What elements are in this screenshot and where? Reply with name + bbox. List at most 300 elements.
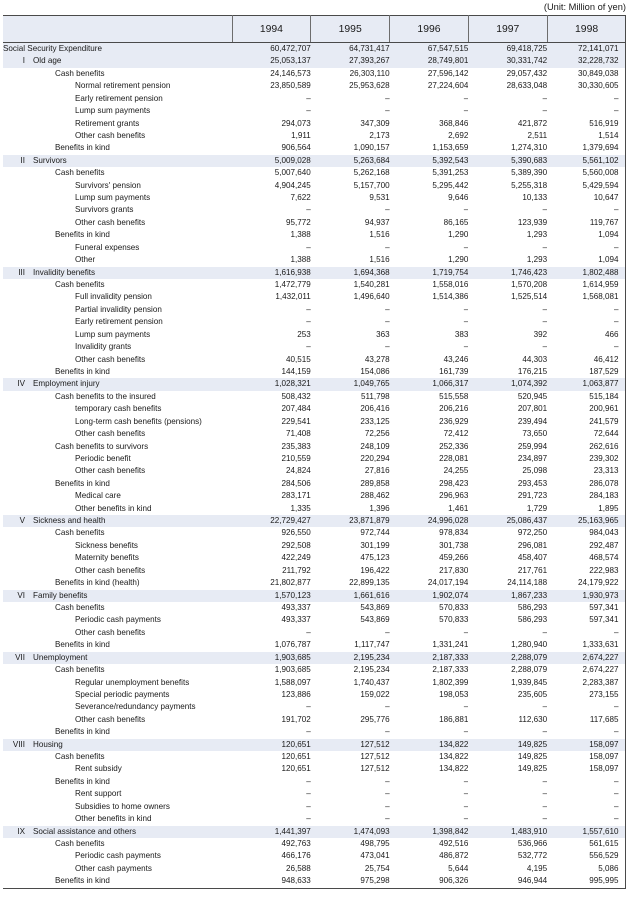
- value-cell-1998: 1,063,877: [547, 378, 626, 390]
- value-cell-1997: 234,897: [517, 453, 548, 463]
- value-cell-1998: 2,674,227: [547, 652, 626, 664]
- value-cell-1998: 995,995: [547, 875, 626, 888]
- table-row: [3, 552, 626, 564]
- table-row: [3, 142, 626, 154]
- value-cell-1994: 492,763: [281, 839, 311, 848]
- value-cell-1994: 1,388: [290, 255, 311, 265]
- value-cell-1996: –: [463, 342, 469, 352]
- value-cell-1997: 2,511: [527, 130, 548, 140]
- row-label-text: Other cash benefits: [75, 565, 146, 575]
- row-label-text: Periodic cash payments: [75, 851, 161, 861]
- value-cell-1994: –: [306, 317, 311, 327]
- value-cell-1998: 1,568,081: [547, 291, 626, 303]
- table-row: [3, 441, 626, 453]
- value-cell-1995: 5,262,168: [353, 168, 390, 178]
- row-label-text: Benefits in kind: [55, 776, 110, 786]
- value-cell-1994: 422,249: [281, 553, 311, 563]
- value-cell-1997: 1,280,940: [511, 640, 548, 650]
- value-cell-1998: 10,647: [547, 192, 626, 204]
- row-label-text: Unemployment: [33, 652, 88, 662]
- value-cell-1996: –: [463, 776, 469, 786]
- table-row: [3, 229, 626, 241]
- value-cell-1994: 1,616,938: [232, 267, 311, 279]
- value-cell-1998: 284,183: [547, 490, 626, 502]
- row-label-text: Other cash benefits: [75, 217, 146, 227]
- value-cell-1995: 23,871,879: [311, 515, 390, 527]
- value-cell-1997: –: [542, 727, 548, 737]
- value-cell-1997: –: [542, 789, 548, 799]
- value-cell-1994: –: [306, 727, 311, 737]
- row-label-cell: [3, 701, 232, 713]
- row-label-text: Regular unemployment benefits: [75, 677, 190, 687]
- value-cell-1994: 40,515: [286, 354, 311, 364]
- table-row: [3, 714, 626, 726]
- value-cell-1997: –: [542, 106, 548, 116]
- row-label-cell: [3, 726, 232, 738]
- table-row: [3, 863, 626, 875]
- value-cell-1998: 5,086: [547, 863, 626, 875]
- row-label-text: Severance/redundancy payments: [75, 702, 196, 712]
- value-cell-1997: 176,215: [517, 366, 548, 376]
- value-cell-1996: 1,153,659: [432, 143, 469, 153]
- value-cell-1994: 284,506: [281, 478, 311, 488]
- value-cell-1994: 25,053,137: [232, 55, 311, 67]
- value-cell-1995: 363: [376, 329, 390, 339]
- value-cell-1997: –: [542, 342, 548, 352]
- value-cell-1996: 134,822: [439, 764, 469, 774]
- row-label-text: Benefits in kind: [55, 727, 110, 737]
- value-cell-1997: 586,293: [517, 615, 548, 625]
- value-cell-1997: 532,772: [517, 851, 548, 861]
- row-label-text: Benefits in kind: [55, 876, 110, 886]
- table-row: [3, 118, 626, 130]
- row-label-cell: [3, 664, 232, 676]
- value-cell-1994: –: [306, 801, 311, 811]
- value-cell-1994: 120,651: [281, 752, 311, 762]
- value-cell-1994: 1,472,779: [274, 280, 311, 290]
- row-roman-numeral: I: [22, 56, 25, 66]
- table-row: [3, 602, 626, 614]
- value-cell-1998: 5,560,008: [547, 167, 626, 179]
- row-label-text: Other cash benefits: [75, 429, 146, 439]
- value-cell-1997: 458,407: [517, 553, 548, 563]
- row-label-cell: [3, 602, 232, 614]
- table-row: [3, 515, 626, 527]
- value-cell-1998: 158,097: [547, 763, 626, 775]
- value-cell-1998: 262,616: [547, 441, 626, 453]
- row-label-cell: [3, 540, 232, 552]
- row-label-cell: [3, 875, 232, 888]
- value-cell-1996: 301,738: [439, 540, 469, 550]
- column-header-year-1994: 1994: [232, 16, 311, 43]
- row-label-cell: [3, 316, 232, 328]
- value-cell-1997: 1,483,910: [468, 826, 547, 838]
- value-cell-1997: 149,825: [517, 764, 548, 774]
- value-cell-1998: –: [547, 93, 626, 105]
- value-cell-1997: 296,081: [517, 540, 548, 550]
- value-cell-1995: 498,795: [360, 839, 390, 848]
- value-cell-1998: 158,097: [547, 739, 626, 751]
- value-cell-1998: –: [547, 304, 626, 316]
- value-cell-1996: 1,514,386: [432, 292, 469, 302]
- value-cell-1996: 217,830: [439, 565, 469, 575]
- value-cell-1997: –: [542, 304, 548, 314]
- row-label-text: Other cash benefits: [75, 354, 146, 364]
- table-row: [3, 93, 626, 105]
- table-row: [3, 416, 626, 428]
- value-cell-1996: 1,398,842: [390, 826, 469, 838]
- value-cell-1995: 2,173: [369, 130, 390, 140]
- row-label-cell: [3, 565, 232, 577]
- value-cell-1997: 73,650: [522, 429, 548, 439]
- table-row: [3, 217, 626, 229]
- row-label-text: temporary cash benefits: [75, 404, 162, 414]
- value-cell-1996: –: [463, 627, 469, 637]
- value-cell-1995: 975,298: [311, 875, 390, 888]
- value-cell-1996: –: [463, 242, 469, 252]
- value-cell-1996: –: [463, 789, 469, 799]
- value-cell-1998: –: [547, 701, 626, 713]
- value-cell-1998: 117,685: [547, 714, 626, 726]
- value-cell-1994: –: [306, 814, 311, 824]
- row-label-text: Sickness and health: [33, 516, 106, 526]
- value-cell-1998: 273,155: [547, 689, 626, 701]
- value-cell-1996: 27,596,142: [427, 68, 469, 78]
- column-header-label: [3, 16, 232, 43]
- value-cell-1995: 295,776: [360, 714, 390, 724]
- table-row: [3, 639, 626, 651]
- table-row: [3, 192, 626, 204]
- value-cell-1998: 30,849,038: [547, 68, 626, 80]
- value-cell-1996: 86,165: [443, 217, 469, 227]
- value-cell-1998: 23,313: [547, 465, 626, 477]
- value-cell-1995: 196,422: [360, 565, 390, 575]
- row-label-text: Cash benefits: [55, 168, 105, 178]
- value-cell-1994: 210,559: [281, 453, 311, 463]
- value-cell-1996: 236,929: [439, 416, 469, 426]
- value-cell-1994: 253: [297, 329, 311, 339]
- value-cell-1995: 27,393,267: [311, 55, 390, 67]
- value-cell-1994: 283,171: [281, 491, 311, 501]
- value-cell-1994: 926,550: [281, 528, 311, 538]
- value-cell-1996: 134,822: [439, 752, 469, 762]
- value-cell-1998: –: [547, 316, 626, 328]
- row-label-cell: [3, 739, 232, 751]
- row-label-cell: [3, 590, 232, 602]
- value-cell-1998: 200,961: [547, 403, 626, 415]
- value-cell-1997: 392: [533, 329, 548, 339]
- table-row: [3, 527, 626, 539]
- value-cell-1995: –: [385, 317, 390, 327]
- value-cell-1997: 520,945: [517, 391, 548, 401]
- row-label-cell: [3, 751, 232, 763]
- value-cell-1998: 72,141,071: [547, 43, 626, 56]
- value-cell-1996: 24,996,028: [390, 515, 469, 527]
- row-label-text: Lump sum payments: [75, 106, 151, 116]
- row-label-text: Maternity benefits: [75, 553, 139, 563]
- value-cell-1995: 26,303,110: [349, 68, 390, 78]
- value-cell-1994: 1,588,097: [274, 677, 311, 687]
- value-cell-1994: 23,850,589: [270, 81, 311, 91]
- value-cell-1996: 5,391,253: [432, 168, 469, 178]
- value-cell-1998: 46,412: [547, 354, 626, 366]
- value-cell-1995: 1,540,281: [353, 280, 390, 290]
- value-cell-1997: 2,288,079: [511, 665, 548, 675]
- row-label-text: Cash benefits to the insured: [55, 391, 156, 401]
- unit-note: (Unit: Million of yen): [543, 2, 626, 12]
- row-label-cell: [3, 428, 232, 440]
- value-cell-1997: –: [542, 776, 548, 786]
- value-cell-1998: 222,983: [547, 565, 626, 577]
- value-cell-1995: 5,263,684: [311, 155, 390, 167]
- value-cell-1996: –: [463, 106, 469, 116]
- value-cell-1996: 492,516: [439, 839, 469, 848]
- table-row: [3, 167, 626, 179]
- value-cell-1996: 1,902,074: [390, 590, 469, 602]
- row-label-cell: [3, 192, 232, 204]
- value-cell-1997: 10,133: [522, 193, 548, 203]
- table-row: [3, 801, 626, 813]
- value-cell-1994: 1,432,011: [275, 292, 311, 302]
- value-cell-1996: –: [463, 702, 469, 712]
- row-label-cell: [3, 391, 232, 403]
- row-label-text: Survivors' pension: [75, 180, 141, 190]
- value-cell-1998: 119,767: [547, 217, 626, 229]
- value-cell-1997: 235,605: [517, 689, 548, 699]
- value-cell-1994: 292,508: [281, 540, 311, 550]
- value-cell-1995: 1,496,640: [353, 292, 390, 302]
- row-label-cell: [3, 863, 232, 875]
- row-label-text: Other cash payments: [75, 863, 152, 873]
- value-cell-1995: 1,090,157: [353, 143, 390, 153]
- value-cell-1998: 24,179,922: [547, 577, 626, 589]
- value-cell-1995: 543,869: [360, 602, 390, 612]
- value-cell-1998: 1,333,631: [547, 639, 626, 651]
- row-label-text: Family benefits: [33, 590, 88, 600]
- row-label-cell: [3, 354, 232, 366]
- value-cell-1994: 21,802,877: [270, 578, 311, 588]
- value-cell-1997: 5,255,318: [511, 180, 548, 190]
- table-row: [3, 354, 626, 366]
- table-row: [3, 726, 626, 738]
- value-cell-1998: 187,529: [547, 366, 626, 378]
- table-row: [3, 68, 626, 80]
- table-row: [3, 180, 626, 192]
- value-cell-1996: –: [463, 205, 469, 215]
- table-row: [3, 565, 626, 577]
- value-cell-1996: 906,326: [390, 875, 469, 888]
- value-cell-1997: –: [542, 93, 548, 103]
- row-label-cell: [3, 43, 232, 56]
- value-cell-1995: –: [385, 304, 390, 314]
- value-cell-1998: –: [547, 801, 626, 813]
- value-cell-1996: 206,216: [439, 404, 469, 414]
- table-row: [3, 664, 626, 676]
- value-cell-1994: 123,886: [281, 689, 311, 699]
- table-row: [3, 80, 626, 92]
- table-row: [3, 428, 626, 440]
- row-label-text: Benefits in kind: [55, 230, 110, 240]
- row-label-cell: [3, 80, 232, 92]
- value-cell-1995: –: [385, 93, 390, 103]
- value-cell-1998: 1,514: [547, 130, 626, 142]
- row-label-cell: [3, 478, 232, 490]
- row-label-text: Benefits in kind (health): [55, 578, 140, 588]
- row-label-cell: [3, 838, 232, 850]
- row-label-cell: [3, 55, 232, 67]
- value-cell-1995: 1,396: [369, 503, 390, 513]
- value-cell-1995: –: [385, 205, 390, 215]
- row-label-text: Housing: [33, 739, 63, 749]
- table-row: [3, 763, 626, 775]
- value-cell-1995: 9,531: [369, 193, 390, 203]
- value-cell-1994: 493,337: [281, 615, 311, 625]
- value-cell-1994: 1,903,685: [232, 652, 311, 664]
- value-cell-1996: 9,646: [448, 193, 469, 203]
- value-cell-1995: 1,516: [369, 230, 390, 240]
- table-row: [3, 43, 626, 56]
- value-cell-1994: 906,564: [281, 143, 311, 153]
- row-label-text: Early retirement pension: [75, 317, 163, 327]
- value-cell-1995: 127,512: [360, 764, 390, 774]
- value-cell-1998: –: [547, 627, 626, 639]
- row-label-text: Other cash benefits: [75, 714, 146, 724]
- value-cell-1995: 72,256: [364, 429, 390, 439]
- table-row: [3, 627, 626, 639]
- row-roman-numeral: V: [19, 516, 25, 526]
- row-label-text: Employment injury: [33, 379, 100, 389]
- value-cell-1994: –: [306, 776, 311, 786]
- value-cell-1996: 2,187,333: [432, 665, 469, 675]
- value-cell-1996: –: [463, 317, 469, 327]
- value-cell-1997: 149,825: [517, 752, 548, 762]
- row-label-cell: [3, 714, 232, 726]
- value-cell-1995: 543,869: [360, 615, 390, 625]
- value-cell-1996: 228,081: [439, 453, 469, 463]
- value-cell-1997: 1,525,514: [511, 292, 548, 302]
- column-header-year-1997: 1997: [468, 16, 547, 43]
- value-cell-1995: 1,049,765: [311, 378, 390, 390]
- row-label-cell: [3, 465, 232, 477]
- value-cell-1997: 25,098: [522, 466, 548, 476]
- value-cell-1995: –: [385, 814, 390, 824]
- row-label-text: Lump sum payments: [75, 329, 151, 339]
- row-label-text: Early retirement pension: [75, 93, 163, 103]
- value-cell-1998: –: [547, 204, 626, 216]
- value-cell-1994: 294,073: [281, 118, 311, 128]
- row-label-cell: [3, 627, 232, 639]
- value-cell-1996: 134,822: [390, 739, 469, 751]
- row-label-cell: [3, 217, 232, 229]
- value-cell-1994: 493,337: [281, 602, 311, 612]
- value-cell-1997: 239,494: [517, 416, 548, 426]
- value-cell-1997: 586,293: [517, 602, 548, 612]
- table-row: [3, 403, 626, 415]
- value-cell-1997: 421,872: [517, 118, 548, 128]
- value-cell-1995: 248,109: [360, 441, 390, 451]
- table-row: [3, 739, 626, 751]
- value-cell-1997: 1,293: [526, 255, 548, 265]
- value-cell-1998: 1,614,959: [547, 279, 626, 291]
- row-label-text: Benefits in kind: [55, 143, 110, 153]
- value-cell-1997: –: [542, 702, 548, 712]
- column-header-year-1996: 1996: [390, 16, 469, 43]
- row-label-cell: [3, 639, 232, 651]
- row-label-text: Long-term cash benefits (pensions): [75, 416, 202, 426]
- row-label-text: Cash benefits: [55, 602, 105, 612]
- value-cell-1995: 22,899,135: [349, 578, 390, 588]
- row-label-cell: [3, 813, 232, 825]
- value-cell-1998: 1,557,610: [547, 826, 626, 838]
- value-cell-1997: 5,389,390: [511, 168, 548, 178]
- value-cell-1998: –: [547, 788, 626, 800]
- value-cell-1996: 298,423: [439, 478, 469, 488]
- table-row: [3, 279, 626, 291]
- value-cell-1995: 475,123: [360, 553, 390, 563]
- value-cell-1995: –: [385, 702, 390, 712]
- value-cell-1995: 25,754: [364, 863, 390, 873]
- value-cell-1995: 347,309: [360, 118, 390, 128]
- value-cell-1995: 206,416: [360, 404, 390, 414]
- value-cell-1996: 252,336: [439, 441, 469, 451]
- row-label-text: Sickness benefits: [75, 540, 138, 550]
- table-row: [3, 267, 626, 279]
- row-label-text: Rent support: [75, 789, 122, 799]
- value-cell-1994: 1,441,397: [232, 826, 311, 838]
- row-label-cell: [3, 689, 232, 701]
- value-cell-1994: –: [306, 304, 311, 314]
- row-label-text: Special periodic payments: [75, 689, 170, 699]
- value-cell-1995: 233,125: [360, 416, 390, 426]
- table-row: [3, 366, 626, 378]
- value-cell-1997: 149,825: [468, 739, 547, 751]
- value-cell-1997: 291,723: [517, 491, 548, 501]
- value-cell-1996: 5,392,543: [390, 155, 469, 167]
- value-cell-1996: 72,412: [443, 429, 469, 439]
- row-label-text: Other cash benefits: [75, 466, 146, 476]
- row-label-cell: [3, 614, 232, 626]
- table-row: [3, 341, 626, 353]
- row-label-text: Benefits in kind: [55, 640, 110, 650]
- row-label-text: Cash benefits: [55, 280, 105, 290]
- value-cell-1998: 2,283,387: [547, 677, 626, 689]
- value-cell-1994: 26,588: [286, 863, 311, 873]
- value-cell-1998: 597,341: [547, 614, 626, 626]
- value-cell-1998: –: [547, 242, 626, 254]
- value-cell-1996: 2,692: [448, 130, 469, 140]
- value-cell-1996: 570,833: [439, 602, 469, 612]
- table-row: [3, 453, 626, 465]
- row-roman-numeral: III: [18, 267, 25, 277]
- table-row: [3, 130, 626, 142]
- table-header: [3, 16, 626, 43]
- value-cell-1996: 1,802,399: [432, 677, 469, 687]
- table-row: [3, 105, 626, 117]
- value-cell-1998: 1,094: [547, 229, 626, 241]
- row-label-text: Other cash benefits: [75, 627, 146, 637]
- value-cell-1996: 27,224,604: [427, 81, 469, 91]
- value-cell-1995: –: [385, 627, 390, 637]
- table-row: [3, 478, 626, 490]
- value-cell-1998: 468,574: [547, 552, 626, 564]
- value-cell-1997: –: [542, 814, 548, 824]
- value-cell-1998: 30,330,605: [547, 80, 626, 92]
- value-cell-1996: 1,066,317: [390, 378, 469, 390]
- value-cell-1994: 1,335: [290, 503, 311, 513]
- value-cell-1997: 259,994: [517, 441, 548, 451]
- value-cell-1994: 7,622: [290, 193, 311, 203]
- value-cell-1996: 383: [454, 329, 469, 339]
